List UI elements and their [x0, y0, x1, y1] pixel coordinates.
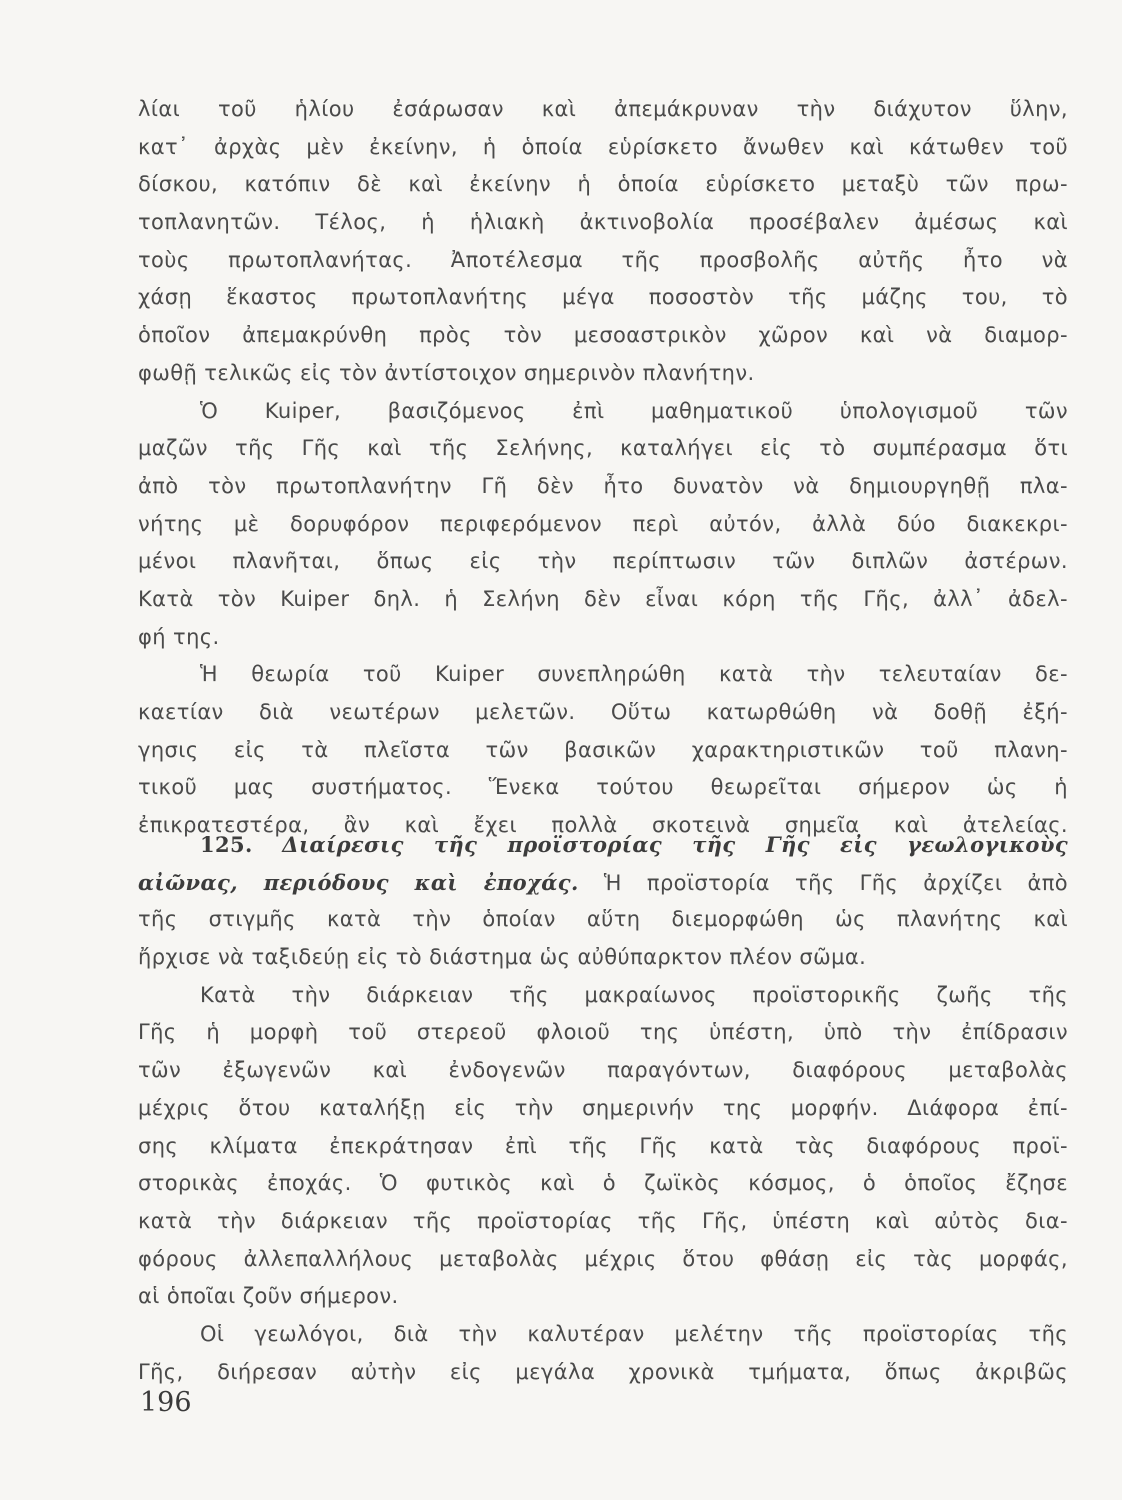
text-line: στορικὰς ἐποχάς. Ὁ φυτικὸς καὶ ὁ ζωϊκὸς κόσμος, ὁ ὁποῖος ἔζησε	[138, 1171, 1068, 1196]
text-line: λίαι τοῦ ἡλίου ἐσάρωσαν καὶ ἀπεμάκρυναν τὴν διάχυτον ὕλην,	[138, 97, 1068, 121]
text-line: καετίαν διὰ νεωτέρων μελετῶν. Οὕτω κατωρθώθη νὰ δοθῇ ἐξή-	[138, 700, 1068, 724]
text-line: γησις εἰς τὰ πλεῖστα τῶν βασικῶν χαρακτηριστικῶν τοῦ πλανη-	[138, 737, 1068, 762]
text-line: σης κλίματα ἐπεκράτησαν ἐπὶ τῆς Γῆς κατὰ τὰς διαφόρους προϊ-	[138, 1133, 1068, 1158]
text-line: ἤρχισε νὰ ταξιδεύῃ εἰς τὸ διάστημα ὡς αὐθύπαρκτον πλέον σῶμα.	[138, 945, 867, 970]
text-line: τῶν ἐξωγενῶν καὶ ἐνδογενῶν παραγόντων, διαφόρους μεταβολὰς	[138, 1058, 1068, 1083]
text-line: ἀπὸ τὸν πρωτοπλανήτην Γῆ δὲν ἦτο δυνατὸν νὰ δημιουργηθῇ πλα-	[138, 473, 1068, 498]
section-heading-continued	[138, 864, 1068, 902]
text-line: τικοῦ μας συστήματος. Ἕνεκα τούτου θεωρεῖται σήμερον ὡς ἡ	[138, 775, 1068, 800]
text-line: Κατὰ τὸν Kuiper δηλ. ἡ Σελήνη δὲν εἶναι κόρη τῆς Γῆς, ἀλλ᾽ ἀδελ-	[138, 586, 1068, 611]
text-run: Ἡ προϊστορία τῆς Γῆς ἀρχίζει ἀπὸ	[603, 870, 1068, 895]
text-line: μαζῶν τῆς Γῆς καὶ τῆς Σελήνης, καταλήγει εἰς τὸ συμπέρασμα ὅτι	[138, 436, 1068, 461]
text-line: Κατὰ τὴν διάρκειαν τῆς μακραίωνος προϊστορικῆς ζωῆς τῆς	[200, 982, 1068, 1007]
text-line: φή της.	[138, 624, 220, 649]
text-line: μέχρις ὅτου καταλήξῃ εἰς τὴν σημερινήν της μορφήν. Διάφορα ἐπί-	[138, 1095, 1068, 1120]
text-line: φόρους ἀλλεπαλλήλους μεταβολὰς μέχρις ὅτου φθάσῃ εἰς τὰς μορφάς,	[138, 1246, 1068, 1271]
text-line: ἐπικρατεστέρα, ἂν καὶ ἔχει πολλὰ σκοτεινὰ σημεῖα καὶ ἀτελείας.	[138, 813, 1068, 838]
section-title: Διαίρεσις τῆς προϊστορίας τῆς Γῆς εἰς γεωλογικοὺς	[282, 832, 1068, 857]
text-line: δίσκου, κατόπιν δὲ καὶ ἐκείνην ἡ ὁποία εὑρίσκετο μεταξὺ τῶν πρω-	[138, 172, 1068, 197]
text-line: τοὺς πρωτοπλανήτας. Ἀποτέλεσμα τῆς προσβολῆς αὐτῆς ἦτο νὰ	[138, 247, 1068, 272]
text-line: τοπλανητῶν. Τέλος, ἡ ἡλιακὴ ἀκτινοβολία προσέβαλεν ἀμέσως καὶ	[138, 210, 1068, 235]
text-line: Γῆς ἡ μορφὴ τοῦ στερεοῦ φλοιοῦ της ὑπέστη, ὑπὸ τὴν ἐπίδρασιν	[138, 1020, 1068, 1045]
text-line: νήτης μὲ δορυφόρον περιφερόμενον περὶ αὐτόν, ἀλλὰ δύο διακεκρι-	[138, 511, 1068, 536]
page-number: 196	[140, 1387, 192, 1418]
text-line: Γῆς, διήρεσαν αὐτὴν εἰς μεγάλα χρονικὰ τμήματα, ὅπως ἀκριβῶς	[138, 1359, 1068, 1384]
text-line: Ὁ Kuiper, βασιζόμενος ἐπὶ μαθηματικοῦ ὑπολογισμοῦ τῶν	[200, 398, 1068, 423]
text-line: Ἡ θεωρία τοῦ Kuiper συνεπληρώθη κατὰ τὴν τελευταίαν δε-	[200, 662, 1068, 687]
text-line: ὁποῖον ἀπεμακρύνθη πρὸς τὸν μεσοαστρικὸν χῶρον καὶ νὰ διαμορ-	[138, 323, 1068, 348]
text-line: Οἱ γεωλόγοι, διὰ τὴν καλυτέραν μελέτην τῆς προϊστορίας τῆς	[200, 1321, 1068, 1346]
text-line: αἱ ὁποῖαι ζοῦν σήμερον.	[138, 1284, 399, 1309]
paragraph-block-kuiper-theory	[138, 91, 1068, 845]
text-line: κατ᾽ ἀρχὰς μὲν ἐκείνην, ἡ ὁποία εὑρίσκετο ἄνωθεν καὶ κάτωθεν τοῦ	[138, 134, 1068, 159]
section-125	[138, 826, 1068, 1391]
section-title-continued: αἰῶνας, περιόδους καὶ ἐποχάς.	[138, 869, 579, 895]
text-line: φωθῇ τελικῶς εἰς τὸν ἀντίστοιχον σημερινὸν πλανήτην.	[138, 360, 755, 385]
section-heading	[138, 826, 1068, 864]
text-line: μένοι πλανῆται, ὅπως εἰς τὴν περίπτωσιν τῶν διπλῶν ἀστέρων.	[138, 549, 1068, 574]
text-line: τῆς στιγμῆς κατὰ τὴν ὁποίαν αὕτη διεμορφώθη ὡς πλανήτης καὶ	[138, 907, 1068, 932]
text-line: κατὰ τὴν διάρκειαν τῆς προϊστορίας τῆς Γῆς, ὑπέστη καὶ αὐτὸς δια-	[138, 1208, 1068, 1233]
text-line: χάσῃ ἕκαστος πρωτοπλανήτης μέγα ποσοστὸν τῆς μάζης του, τὸ	[138, 285, 1068, 310]
section-number: 125.	[200, 832, 253, 857]
